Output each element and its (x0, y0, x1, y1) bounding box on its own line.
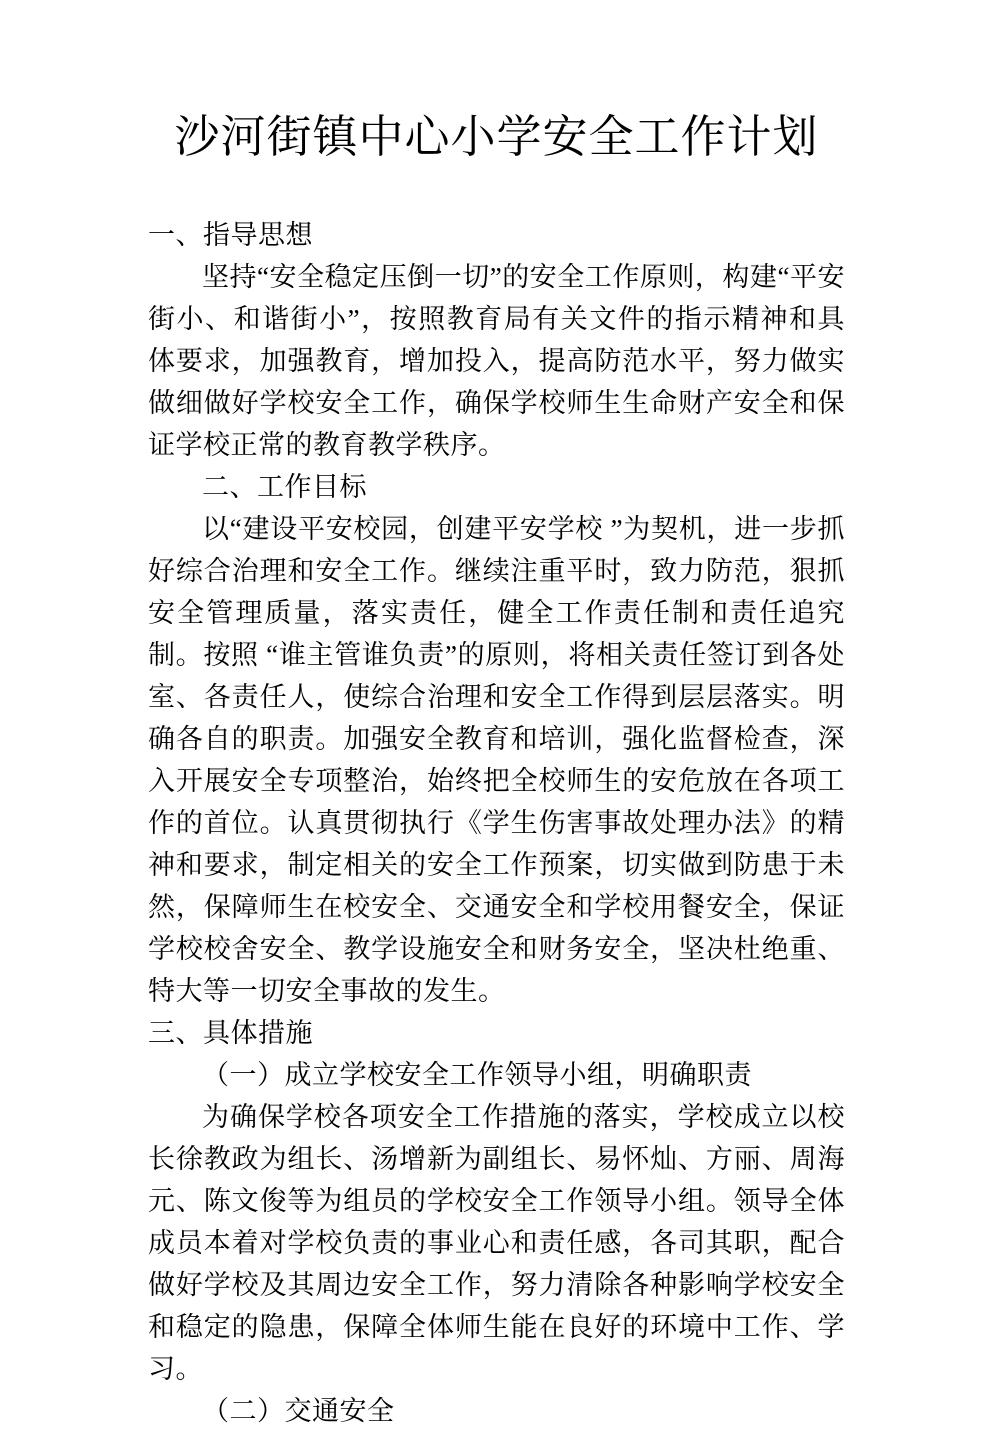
paragraph-leadership-group: 为确保学校各项安全工作措施的落实，学校成立以校长徐教政为组长、汤增新为副组长、易怀灿、方丽、周海元、陈文俊等为组员的学校安全工作领导小组。领导全体成员本着对学校负责的事业心和责任感，各司其职，配合做好学校及其周边安全工作，努力清除各种影响学校安全和稳定的隐患，保障全体师生能在良好的环境中工作、学习。 (148, 1102, 845, 1384)
section-heading-work-goals: 二、工作目标 (202, 472, 367, 502)
paragraph-work-goals: 以“建设平安校园，创建平安学校 ”为契机，进一步抓好综合治理和安全工作。继续注重平时，致力防范，狠抓安全管理质量，落实责任，健全工作责任制和责任追究制。按照 “谁主管谁负责”的原则，将相关责任签订到各处室、各责任人，使综合治理和安全工作得到层层落实。明确各自的职责。加强安全教育和培训，强化监督检查，深入开展安全专项整治，始终把全校师生的安危放在各项工作的首位。认真贯彻执行《学生伤害事故处理办法》的精神和要求，制定相关的安全工作预案，切实做到防患于未然，保障师生在校安全、交通安全和学校用餐安全，保证学校校舍安全、教学设施安全和财务安全，坚决杜绝重、特大等一切安全事故的发生。 (148, 514, 845, 1006)
paragraph-guiding-ideology: 坚持“安全稳定压倒一切”的安全工作原则，构建“平安街小、和谐街小”，按照教育局有关文件的指示精神和具体要求，加强教育，增加投入，提高防范水平，努力做实做细做好学校安全工作，确保学校师生生命财产安全和保证学校正常的教育教学秩序。 (148, 262, 845, 460)
document-title: 沙河街镇中心小学安全工作计划 (174, 112, 819, 162)
subsection-heading-leadership-group: （一）成立学校安全工作领导小组，明确职责 (202, 1060, 752, 1090)
section-heading-guiding-ideology: 一、指导思想 (148, 220, 313, 250)
section-heading-specific-measures: 三、具体措施 (148, 1018, 313, 1048)
subsection-heading-traffic-safety: （二）交通安全 (202, 1396, 395, 1426)
